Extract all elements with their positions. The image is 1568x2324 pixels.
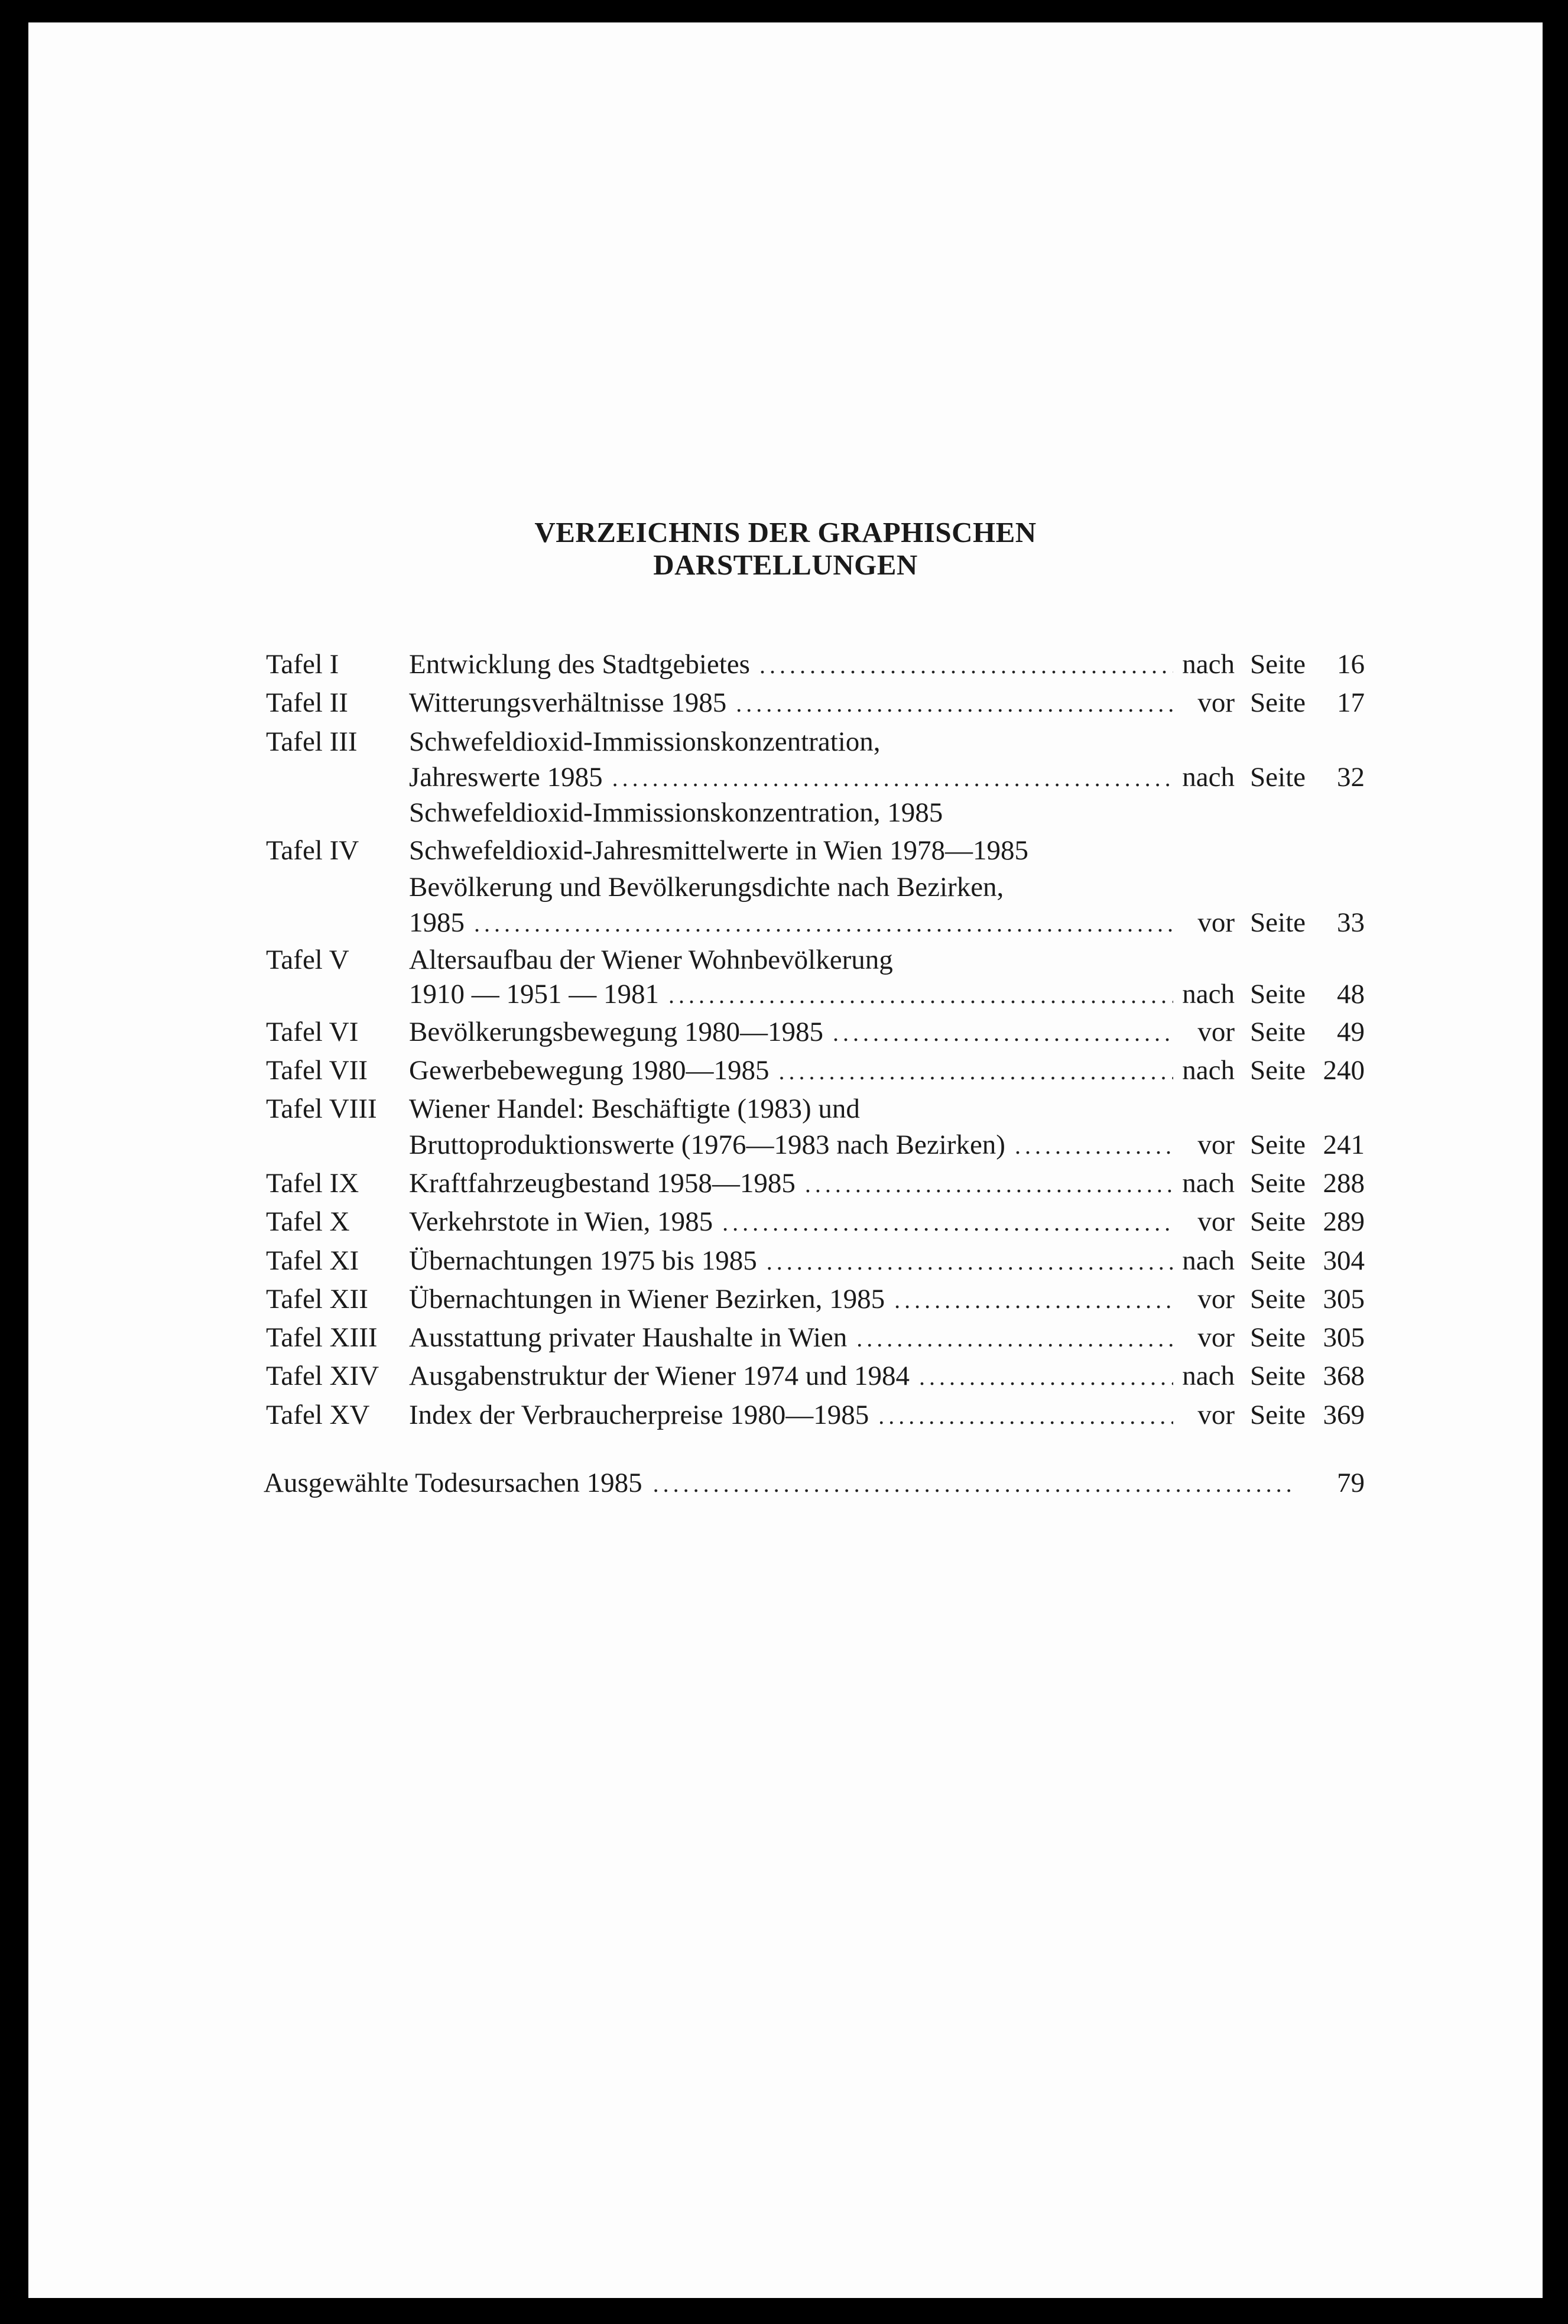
position-word: vor	[1197, 907, 1235, 938]
tafel-label: Tafel XII	[266, 1284, 368, 1314]
position-word: nach	[1182, 649, 1235, 680]
page-number: 369	[1323, 1400, 1365, 1430]
tafel-label: Tafel XI	[266, 1245, 359, 1276]
leader-dots	[722, 1203, 1173, 1242]
leader-dots	[779, 1052, 1173, 1091]
leader-dots	[474, 904, 1173, 943]
document-page	[28, 22, 1543, 2298]
seite-word: Seite	[1250, 1400, 1306, 1430]
position-word: vor	[1197, 1129, 1235, 1160]
tafel-label: Tafel XIV	[266, 1361, 379, 1391]
entry-title: Witterungsverhältnisse 1985	[409, 687, 727, 718]
leader-dots	[736, 684, 1173, 723]
tafel-label: Tafel VIII	[266, 1093, 377, 1124]
seite-word: Seite	[1250, 687, 1306, 718]
tafel-label: Tafel II	[266, 687, 348, 718]
page-title-line2: DARSTELLUNGEN	[653, 548, 918, 581]
seite-word: Seite	[1250, 649, 1306, 680]
seite-word: Seite	[1250, 1206, 1306, 1237]
entry-title: Altersaufbau der Wiener Wohnbevölkerung	[409, 944, 893, 975]
page-number: 305	[1323, 1322, 1365, 1353]
page-number: 48	[1337, 979, 1365, 1010]
page-content	[28, 22, 1543, 2298]
page-number: 33	[1337, 907, 1365, 938]
position-word: vor	[1197, 1284, 1235, 1314]
entry-title: Jahreswerte 1985	[409, 762, 603, 793]
position-word: nach	[1182, 762, 1235, 793]
position-word: vor	[1197, 1322, 1235, 1353]
leader-dots	[805, 1165, 1173, 1204]
seite-word: Seite	[1250, 1055, 1306, 1086]
tafel-label: Tafel X	[266, 1206, 350, 1237]
entry-title: Kraftfahrzeugbestand 1958—1985	[409, 1168, 796, 1199]
seite-word: Seite	[1250, 1017, 1306, 1047]
seite-word: Seite	[1250, 762, 1306, 793]
tafel-label: Tafel IV	[266, 835, 359, 866]
page-title: VERZEICHNIS DER GRAPHISCHEN	[534, 516, 1037, 548]
page-number: 32	[1337, 762, 1365, 793]
entry-title: Übernachtungen in Wiener Bezirken, 1985	[409, 1284, 885, 1314]
position-word: vor	[1197, 1400, 1235, 1430]
leader-dots	[612, 759, 1173, 798]
seite-word: Seite	[1250, 1284, 1306, 1314]
seite-word: Seite	[1250, 1322, 1306, 1353]
position-word: nach	[1182, 1245, 1235, 1276]
seite-word: Seite	[1250, 979, 1306, 1010]
seite-word: Seite	[1250, 1361, 1306, 1391]
page-number: 368	[1323, 1361, 1365, 1391]
entry-title: Wiener Handel: Beschäftigte (1983) und	[409, 1093, 860, 1124]
entry-title: Schwefeldioxid-Jahresmittelwerte in Wien 1978—1985	[409, 835, 1028, 866]
entry-title: Entwicklung des Stadtgebietes	[409, 649, 750, 680]
page-number: 304	[1323, 1245, 1365, 1276]
entry-title: Ausstattung privater Haushalte in Wien	[409, 1322, 848, 1353]
leader-dots	[759, 646, 1173, 685]
position-word: nach	[1182, 979, 1235, 1010]
entry-title: Bevölkerungsbewegung 1980—1985	[409, 1017, 823, 1047]
entry-title: Schwefeldioxid-Immissionskonzentration, 1985	[409, 797, 943, 828]
leader-dots	[919, 1358, 1173, 1397]
leader-dots	[833, 1014, 1173, 1053]
leader-dots	[668, 976, 1173, 1015]
leader-dots	[1015, 1127, 1173, 1166]
position-word: nach	[1182, 1168, 1235, 1199]
page-number: 16	[1337, 649, 1365, 680]
entry-title: 1985	[409, 907, 465, 938]
tafel-label: Tafel V	[266, 944, 349, 975]
tafel-label: Tafel IX	[266, 1168, 359, 1199]
entry-title: Verkehrstote in Wien, 1985	[409, 1206, 713, 1237]
entry-title: Ausgewählte Todesursachen 1985	[264, 1468, 642, 1498]
entry-title: Übernachtungen 1975 bis 1985	[409, 1245, 757, 1276]
entry-title: 1910 — 1951 — 1981	[409, 979, 659, 1010]
tafel-label: Tafel VI	[266, 1017, 359, 1047]
leader-dots	[856, 1319, 1173, 1358]
seite-word: Seite	[1250, 1168, 1306, 1199]
leader-dots	[894, 1281, 1173, 1320]
seite-word: Seite	[1250, 1245, 1306, 1276]
page-number: 241	[1323, 1129, 1365, 1160]
seite-word: Seite	[1250, 907, 1306, 938]
entry-title: Ausgabenstruktur der Wiener 1974 und 1984	[409, 1361, 910, 1391]
tafel-label: Tafel VII	[266, 1055, 368, 1086]
position-word: nach	[1182, 1361, 1235, 1391]
page-number: 49	[1337, 1017, 1365, 1047]
page-number: 240	[1323, 1055, 1365, 1086]
entry-title: Index der Verbraucherpreise 1980—1985	[409, 1400, 869, 1430]
tafel-label: Tafel I	[266, 649, 339, 680]
leader-dots	[767, 1242, 1173, 1281]
page-number: 289	[1323, 1206, 1365, 1237]
entry-title: Bevölkerung und Bevölkerungsdichte nach Bezirken,	[409, 872, 1004, 903]
leader-dots	[878, 1397, 1173, 1436]
position-word: vor	[1197, 1206, 1235, 1237]
position-word: vor	[1197, 687, 1235, 718]
leader-dots	[653, 1465, 1295, 1504]
entry-title: Schwefeldioxid-Immissionskonzentration,	[409, 726, 881, 757]
tafel-label: Tafel XV	[266, 1400, 370, 1430]
seite-word: Seite	[1250, 1129, 1306, 1160]
tafel-label: Tafel III	[266, 726, 358, 757]
tafel-label: Tafel XIII	[266, 1322, 378, 1353]
page-number: 288	[1323, 1168, 1365, 1199]
position-word: nach	[1182, 1055, 1235, 1086]
page-number: 79	[1337, 1468, 1365, 1498]
page-number: 305	[1323, 1284, 1365, 1314]
page-number: 17	[1337, 687, 1365, 718]
position-word: vor	[1197, 1017, 1235, 1047]
entry-title: Bruttoproduktionswerte (1976—1983 nach Bezirken)	[409, 1129, 1005, 1160]
entry-title: Gewerbebewegung 1980—1985	[409, 1055, 770, 1086]
